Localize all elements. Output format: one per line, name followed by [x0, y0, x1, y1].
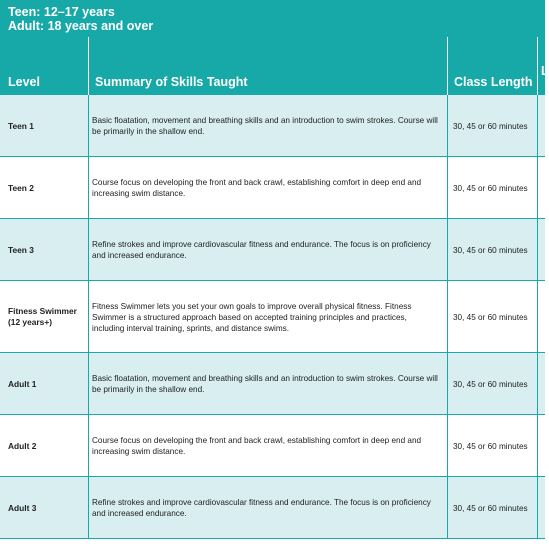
level-cell: Adult 1 — [8, 378, 37, 389]
class-length-cell: 30, 45 or 60 minutes — [447, 219, 537, 281]
partial-column-cell — [537, 219, 545, 281]
summary-cell: Course focus on developing the front and back crawl, establishing comfort in deep end and increasing swim distance. — [88, 415, 447, 477]
summary-cell: Basic floatation, movement and breathing skills and an introduction to swim strokes. Course will be primarily in the shallow end. — [88, 95, 447, 157]
header-partial-column: L — [537, 37, 545, 95]
summary-cell: Fitness Swimmer lets you set your own goals to improve overall physical fitness. Fitness Swimmer is a structured approach based on accepted training principles and practices, including interval training, sprints, and distance swims. — [88, 281, 447, 353]
table-header — [0, 37, 549, 95]
class-length-cell: 30, 45 or 60 minutes — [447, 353, 537, 415]
summary-cell: Refine strokes and improve cardiovascular fitness and endurance. The focus is on proficiency and increased endurance. — [88, 219, 447, 281]
level-cell: Adult 2 — [8, 440, 37, 451]
table-row — [0, 353, 545, 415]
partial-column-cell — [537, 157, 545, 219]
table-row — [0, 477, 545, 539]
table-row — [0, 281, 545, 353]
header-level: Level — [8, 75, 40, 89]
teen-age-range: Teen: 12–17 years — [8, 5, 115, 19]
partial-column-cell — [537, 95, 545, 157]
class-length-cell: 30, 45 or 60 minutes — [447, 157, 537, 219]
summary-cell: Course focus on developing the front and back crawl, establishing comfort in deep end and increasing swim distance. — [88, 157, 447, 219]
header-class-length: Class Length — [447, 37, 537, 95]
class-length-cell: 30, 45 or 60 minutes — [447, 477, 537, 539]
level-cell: Fitness Swimmer (12 years+) — [8, 306, 77, 327]
class-length-cell: 30, 45 or 60 minutes — [447, 415, 537, 477]
partial-column-cell — [537, 281, 545, 353]
partial-column-cell — [537, 353, 545, 415]
table-row — [0, 219, 545, 281]
adult-age-range: Adult: 18 years and over — [8, 19, 154, 33]
partial-column-cell — [537, 415, 545, 477]
header-summary: Summary of Skills Taught — [88, 37, 447, 95]
class-length-cell: 30, 45 or 60 minutes — [447, 281, 537, 353]
level-cell: Adult 3 — [8, 502, 37, 513]
row-divider — [0, 538, 545, 539]
level-cell: Teen 3 — [8, 244, 34, 255]
table-row — [0, 415, 545, 477]
table-row — [0, 95, 545, 157]
age-banner — [0, 0, 545, 37]
summary-cell: Basic floatation, movement and breathing skills and an introduction to swim strokes. Course will be primarily in the shallow end. — [88, 353, 447, 415]
summary-cell: Refine strokes and improve cardiovascular fitness and endurance. The focus is on proficiency and increased endurance. — [88, 477, 447, 539]
class-length-cell: 30, 45 or 60 minutes — [447, 95, 537, 157]
level-cell: Teen 2 — [8, 182, 34, 193]
partial-column-cell — [537, 477, 545, 539]
level-cell: Teen 1 — [8, 120, 34, 131]
table-row — [0, 157, 545, 219]
